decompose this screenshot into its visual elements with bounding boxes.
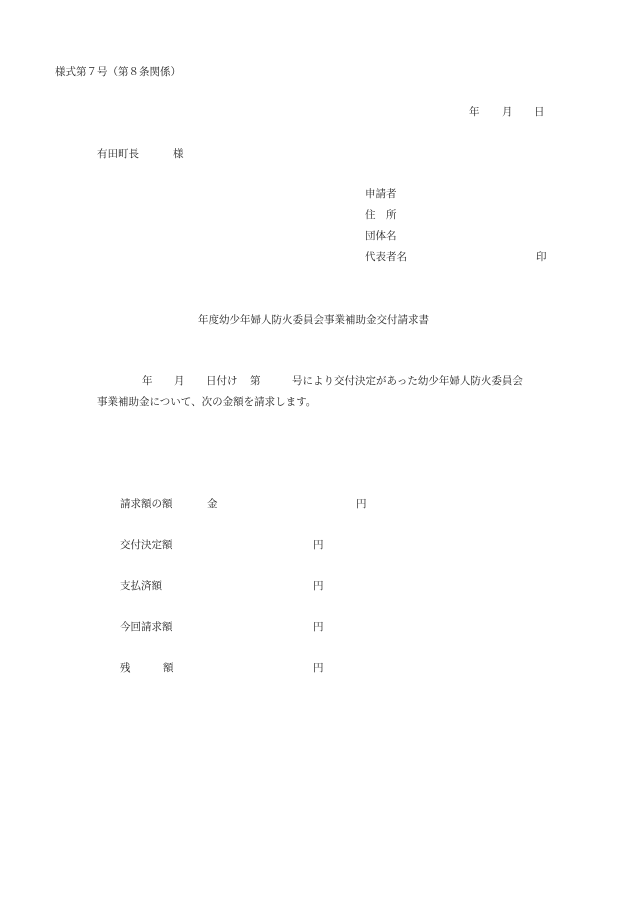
date-year-label: 年: [469, 106, 480, 118]
applicant-representative-label: 代表者名: [365, 251, 407, 263]
current-claim-unit: 円: [313, 621, 324, 633]
paid-amount-unit: 円: [313, 580, 324, 592]
body-dated: 日付け: [206, 375, 238, 387]
decided-amount-unit: 円: [313, 539, 324, 551]
current-claim-label: 今回請求額: [120, 621, 173, 633]
applicant-heading: 申請者: [365, 188, 397, 200]
applicant-group-label: 団体名: [365, 230, 397, 242]
body-dai: 第: [250, 375, 261, 387]
seal-mark: 印: [536, 251, 547, 263]
addressee-honorific: 様: [173, 148, 184, 160]
remaining-amount-unit: 円: [313, 662, 324, 674]
paid-amount-label: 支払済額: [120, 580, 162, 592]
applicant-address-label: 住 所: [365, 209, 397, 221]
remaining-label-char2: 額: [163, 662, 174, 674]
addressee-name: 有田町長: [97, 148, 139, 160]
claim-amount-prefix: 金: [207, 498, 218, 510]
form-number: 様式第７号（第８条関係）: [55, 66, 181, 78]
date-month-label: 月: [502, 106, 513, 118]
body-line2: 事業補助金について、次の金額を請求します。: [97, 396, 317, 408]
body-year: 年: [142, 375, 153, 387]
date-day-label: 日: [534, 106, 545, 118]
document-title: 年度幼少年婦人防火委員会事業補助金交付請求書: [198, 314, 429, 326]
claim-amount-label: 請求額の額: [120, 498, 173, 510]
remaining-label-char1: 残: [120, 662, 131, 674]
claim-amount-unit: 円: [356, 498, 367, 510]
decided-amount-label: 交付決定額: [120, 539, 173, 551]
body-line1-rest: 号により交付決定があった幼少年婦人防火委員会: [292, 375, 523, 387]
body-month: 月: [174, 375, 185, 387]
